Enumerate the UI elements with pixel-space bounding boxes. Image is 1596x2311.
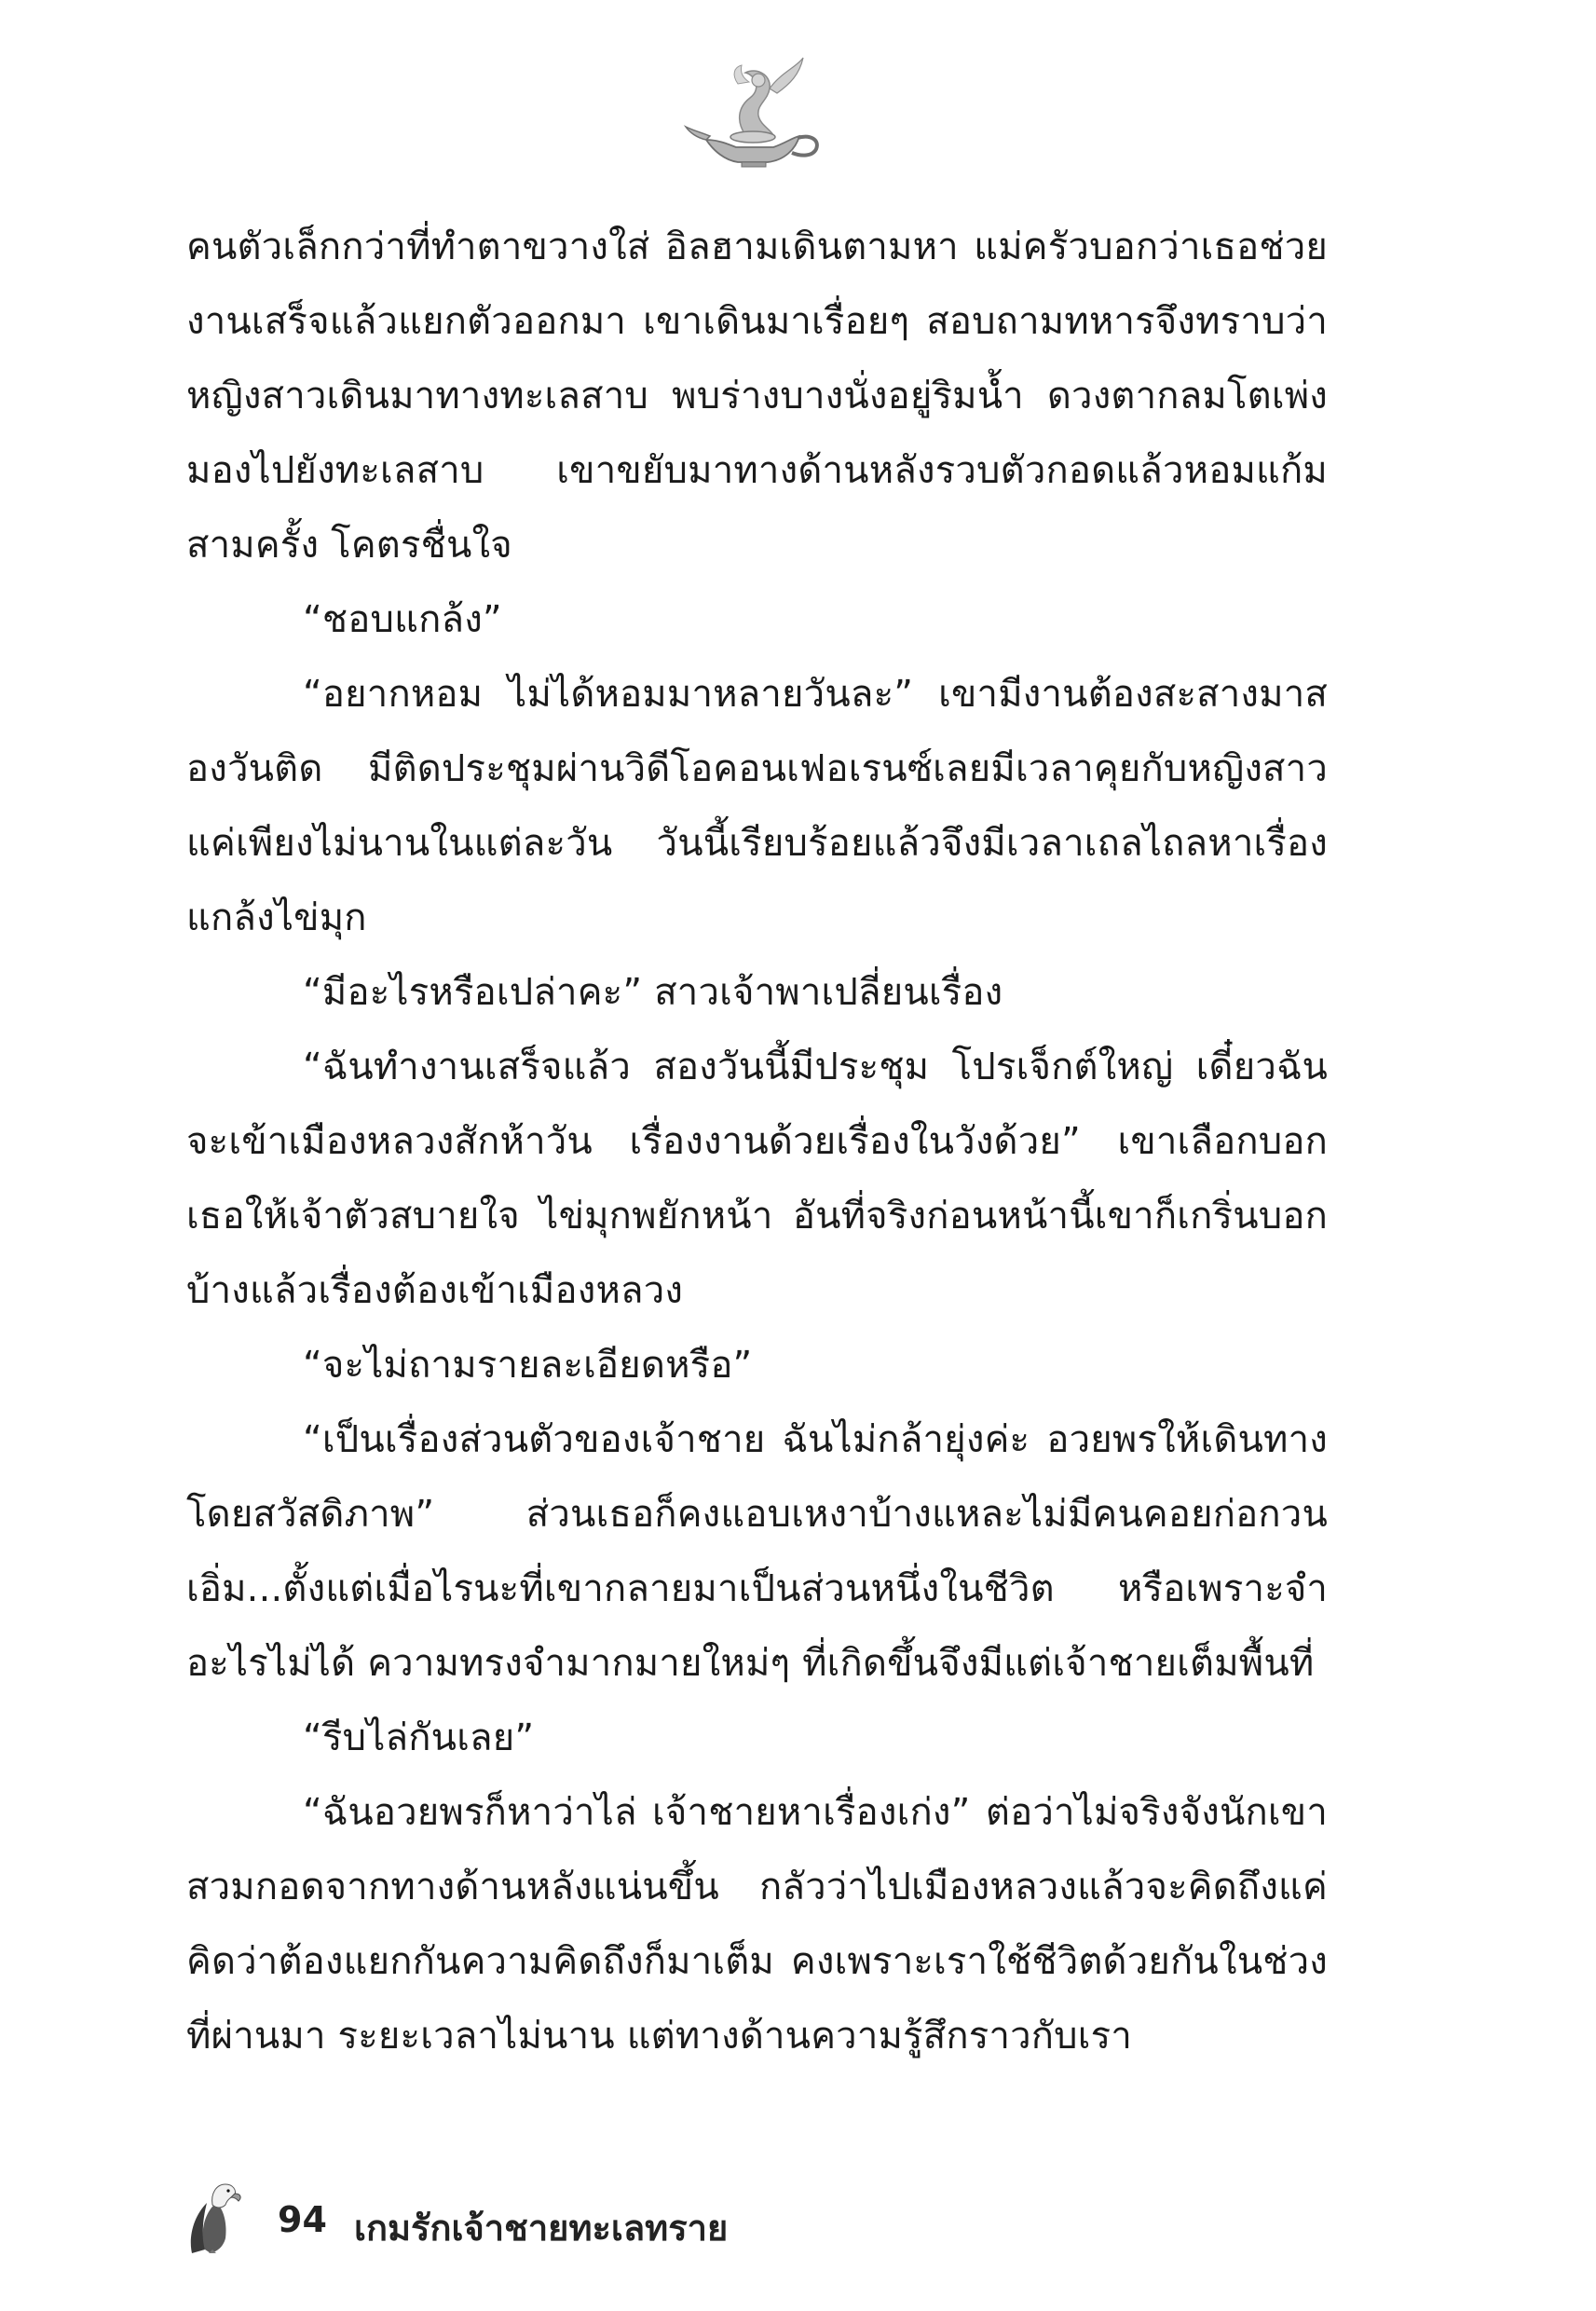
page-number: 94 xyxy=(278,2199,327,2240)
paragraph: “มีอะไรหรือเปล่าคะ” สาวเจ้าพาเปลี่ยนเรื่อง xyxy=(303,971,1003,1014)
eagle-icon xyxy=(184,2171,242,2255)
paragraph: “รีบไล่กันเลย” xyxy=(303,1716,535,1759)
book-title: เกมรักเจ้าชายทะเลทราย xyxy=(354,2208,729,2249)
paragraph: “ชอบแกล้ง” xyxy=(303,598,502,641)
paragraph: “อยากหอม ไม่ได้หอมมาหลายวันละ” เขามีงานต้องสะสางมาสองวันติด มีติดประชุมผ่านวิดีโอคอนเฟอเรนซ์เลยมีเวลาคุยกับหญิงสาวแค่เพียงไม่นานในแต่ละวัน วันนี้เรียบร้อยแล้วจึงมีเวลาเถลไถลหาเรื่องแกล้งไข่มุก xyxy=(186,673,1328,939)
genie-lamp-icon xyxy=(680,47,829,168)
paragraph: “เป็นเรื่องส่วนตัวของเจ้าชาย ฉันไม่กล้ายุ่งค่ะ อวยพรให้เดินทางโดยสวัสดิภาพ” ส่วนเธอก็คงแอบเหงาบ้างแหละไม่มีคนคอยก่อกวนเอิ่ม...ตั้งแต่เมื่อไรนะที่เขากลายมาเป็นส่วนหนึ่งในชีวิต หรือเพราะจำอะไรไม่ได้ ความทรงจำมากมายใหม่ๆ ที่เกิดขึ้นจึงมีแต่เจ้าชายเต็มพื้นที่ xyxy=(186,1418,1328,1685)
paragraph: “ฉันอวยพรก็หาว่าไล่ เจ้าชายหาเรื่องเก่ง” ต่อว่าไม่จริงจังนักเขาสวมกอดจากทางด้านหลังแน่นขึ้น กลัวว่าไปเมืองหลวงแล้วจะคิดถึงแค่คิดว่าต้องแยกกันความคิดถึงก็มาเต็ม คงเพราะเราใช้ชีวิตด้วยกันในช่วงที่ผ่านมา ระยะเวลาไม่นาน แต่ทางด้านความรู้สึกราวกับเรา xyxy=(186,1791,1328,2058)
chapter-text xyxy=(186,210,1328,2073)
page-footer xyxy=(184,2171,1023,2264)
paragraph: คนตัวเล็กกว่าที่ทำตาขวางใส่ อิลฮามเดินตามหา แม่ครัวบอกว่าเธอช่วยงานเสร็จแล้วแยกตัวออกมา เขาเดินมาเรื่อยๆ สอบถามทหารจึงทราบว่าหญิงสาวเดินมาทางทะเลสาบ พบร่างบางนั่งอยู่ริมน้ำ ดวงตากลมโตเพ่งมองไปยังทะเลสาบ เขาขยับมาทางด้านหลังรวบตัวกอดแล้วหอมแก้มสามครั้ง โคตรชื่นใจ xyxy=(186,226,1328,567)
paragraph: “จะไม่ถามรายละเอียดหรือ” xyxy=(303,1344,753,1387)
paragraph: “ฉันทำงานเสร็จแล้ว สองวันนี้มีประชุม โปรเจ็กต์ใหญ่ เดี๋ยวฉันจะเข้าเมืองหลวงสักห้าวัน เรื่องงานด้วยเรื่องในวังด้วย” เขาเลือกบอกเธอให้เจ้าตัวสบายใจ ไข่มุกพยักหน้า อันที่จริงก่อนหน้านี้เขาก็เกริ่นบอกบ้างแล้วเรื่องต้องเข้าเมืองหลวง xyxy=(186,1046,1328,1312)
